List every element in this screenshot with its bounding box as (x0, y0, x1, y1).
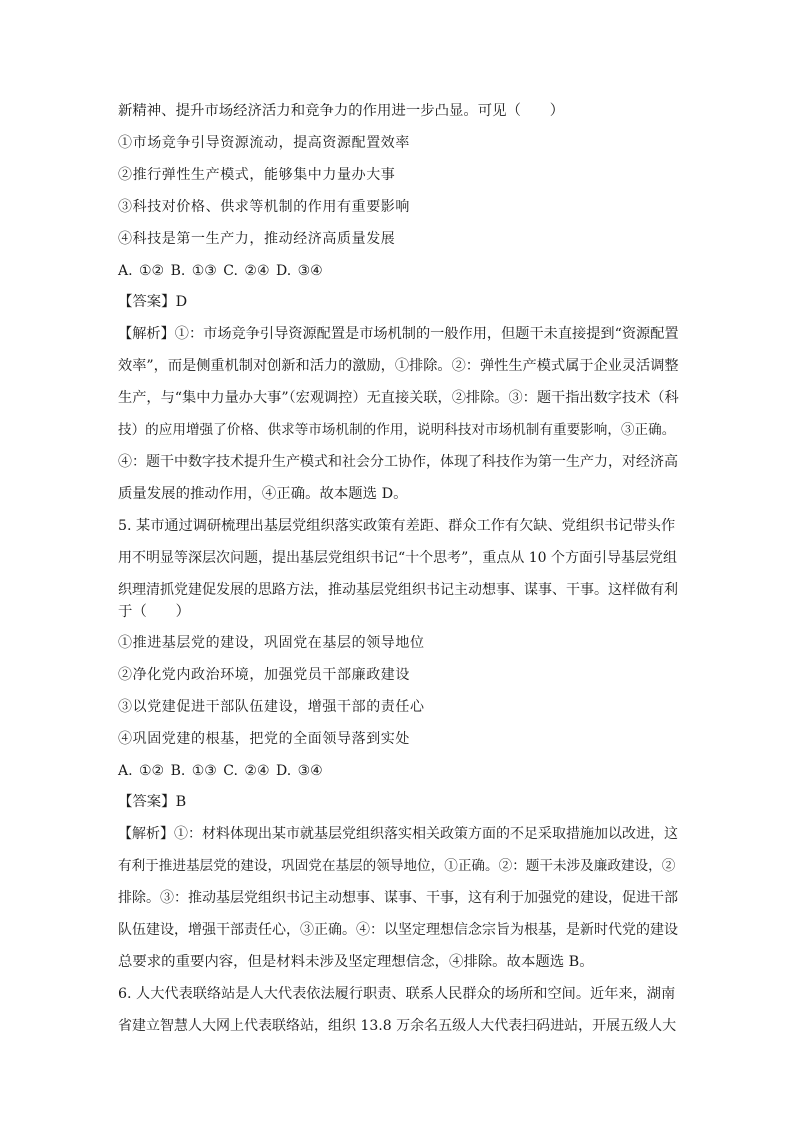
q4-choices: A. ①② B. ①③ C. ②④ D. ③④ (118, 263, 323, 279)
q5-analysis-line: 排除。③：推动基层党组织书记主动想事、谋事、干事，这有利于加强党的建设，促进干部 (118, 890, 678, 906)
q5-stem-line: 织理清抓党建促发展的思路方法，推动基层党组织书记主动想事、谋事、干事。这样做有利 (118, 582, 678, 598)
q4-option-4: ④科技是第一生产力，推动经济高质量发展 (118, 231, 396, 247)
q5-stem-line: 5. 某市通过调研梳理出基层党组织落实政策有差距、群众工作有欠缺、党组织书记带头作 (118, 518, 676, 534)
q5-stem-line: 用不明显等深层次问题，提出基层党组织书记“十个思考”，重点从 10 个方面引导基层党组 (118, 550, 678, 566)
q5-analysis-line: 有利于推进基层党的建设，巩固党在基层的领导地位，①正确。②：题干未涉及廉政建设，② (118, 858, 676, 874)
q4-analysis-line: 技）的应用增强了价格、供求等市场机制的作用，说明科技对市场机制有重要影响，③正确。 (118, 422, 676, 438)
q5-choices: A. ①② B. ①③ C. ②④ D. ③④ (118, 763, 323, 779)
q4-stem-end: 新精神、提升市场经济活力和竞争力的作用进一步凸显。可见（ ） (118, 103, 565, 119)
q4-option-1: ①市场竞争引导资源流动，提高资源配置效率 (118, 135, 410, 151)
q5-option-4: ④巩固党建的根基，把党的全面领导落到实处 (118, 731, 410, 747)
q5-answer: 【答案】B (118, 794, 187, 810)
q6-stem-line: 省建立智慧人大网上代表联络站，组织 13.8 万余名五级人大代表扫码进站，开展五级人大 (118, 1018, 677, 1034)
q5-analysis-line: 总要求的重要内容，但是材料未涉及坚定理想信念，④排除。故本题选 B。 (118, 954, 594, 970)
q4-analysis-line: 生产，与“集中力量办大事”（宏观调控）无直接关联，②排除。③：题干指出数字技术（科 (118, 390, 679, 406)
q5-analysis-line: 【解析】①：材料体现出某市就基层党组织落实相关政策方面的不足采取措施加以改进，这 (118, 826, 678, 842)
q5-option-2: ②净化党内政治环境，加强党员干部廉政建设 (118, 667, 410, 683)
q4-analysis-line: ④：题干中数字技术提升生产模式和社会分工协作，体现了科技作为第一生产力，对经济高 (118, 454, 678, 470)
q5-option-1: ①推进基层党的建设，巩固党在基层的领导地位 (118, 635, 425, 651)
q4-answer: 【答案】D (118, 294, 188, 310)
q4-option-2: ②推行弹性生产模式，能够集中力量办大事 (118, 167, 396, 183)
q5-stem-line: 于（ ） (118, 604, 190, 620)
q6-stem-line: 6. 人大代表联络站是人大代表依法履行职责、联系人民群众的场所和空间。近年来，湖南 (118, 986, 676, 1002)
q4-analysis-line: 【解析】①：市场竞争引导资源配置是市场机制的一般作用，但题干未直接提到“资源配置 (118, 326, 679, 342)
q5-option-3: ③以党建促进干部队伍建设，增强干部的责任心 (118, 699, 425, 715)
q4-analysis-line: 质量发展的推动作用，④正确。故本题选 D。 (118, 486, 408, 502)
q4-analysis-line: 效率”，而是侧重机制对创新和活力的激励，①排除。②：弹性生产模式属于企业灵活调整 (118, 358, 679, 374)
q4-option-3: ③科技对价格、供求等机制的作用有重要影响 (118, 199, 410, 215)
q5-analysis-line: 队伍建设，增强干部责任心，③正确。④：以坚定理想信念宗旨为根基，是新时代党的建设 (118, 922, 678, 938)
